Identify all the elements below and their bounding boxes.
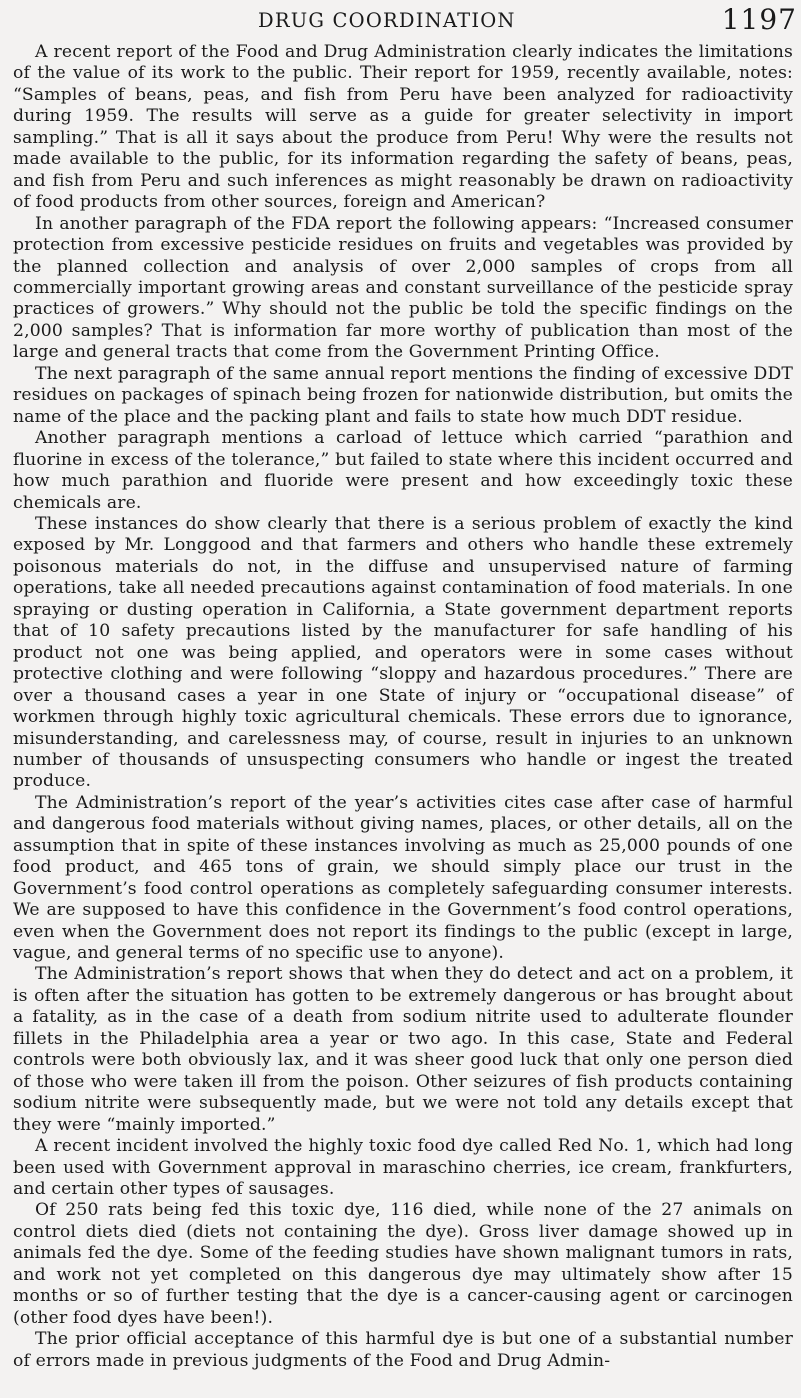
paragraph: The Administration’s report of the year’s activities cites case after case of harmful and dangerous food materials without giving names, places, or other details, all on the assumption that in spite of these instances involving as much as 25,000 pounds of one food product, and 465 tons of grain, we should simply place our trust in the Government’s food control operations as completely safeguarding consumer interests. We are supposed to have this confidence in the Government’s food control operations, even when the Government does not report its findings to the public (except in large, vague, and general terms of no specific use to anyone). (13, 792, 793, 964)
paragraph: The next paragraph of the same annual report mentions the finding of excessive DDT residues on packages of spinach being frozen for nationwide distribution, but omits the name of the place and the packing plant and fails to state how much DDT residue. (13, 363, 793, 427)
page-header (0, 0, 801, 44)
paragraph: A recent incident involved the highly toxic food dye called Red No. 1, which had long been used with Government approval in maraschino cherries, ice cream, frankfurters, and certain other types of sausages. (13, 1136, 793, 1200)
paragraph: The Administration’s report shows that when they do detect and act on a problem, it is often after the situation has gotten to be extremely dangerous or has brought about a fatality, as in the case of a death from sodium nitrite used to adulterate flounder fillets in the Philadelphia area a year or two ago. In this case, State and Federal controls were both obviously lax, and it was sheer good luck that only one person died of those who were taken ill from the poison. Other seizures of fish products containing sodium nitrite were subsequently made, but we were not told any details except that they were “mainly imported.” (13, 964, 793, 1135)
running-head: DRUG COORDINATION (258, 9, 516, 32)
page-number: 1197 (721, 3, 797, 36)
paragraph: In another paragraph of the FDA report the following appears: “Increased consumer protection from excessive pesticide residues on fruits and vegetables was provided by the planned collection and analysis of over 2,000 samples of crops from all commercially important growing areas and constant surveillance of the pesticide spray practices of growers.” Why should not the public be told the specific findings on the 2,000 samples? That is information far more worthy of publication than most of the large and general tracts that come from the Government Printing Office. (13, 213, 793, 363)
paragraph: Another paragraph mentions a carload of lettuce which carried “parathion and fluorine in excess of the tolerance,” but failed to state where this incident occurred and how much parathion and fluoride were present and how exceedingly toxic these chemicals are. (13, 428, 793, 513)
paragraph: The prior official acceptance of this harmful dye is but one of a substantial number of errors made in previous judgments of the Food and Drug Admin- (13, 1329, 793, 1371)
paragraph: A recent report of the Food and Drug Administration clearly indicates the limitations of the value of its work to the public. Their report for 1959, recently available, notes: “Samples of beans, peas, and fish from Peru have been analyzed for radioactivity during 1959. The results will serve as a guide for greater selectivity in import sampling.” That is all it says about the produce from Peru! Why were the results not made available to the public, for its information regarding the safety of beans, peas, and fish from Peru and such inferences as might reasonably be drawn on radioactivity of food products from other sources, foreign and American? (13, 42, 793, 213)
body-text (13, 42, 793, 1372)
paragraph: Of 250 rats being fed this toxic dye, 116 died, while none of the 27 animals on control diets died (diets not containing the dye). Gross liver damage showed up in animals fed the dye. Some of the feeding studies have shown malignant tumors in rats, and work not yet completed on this dangerous dye may ultimately show after 15 months or so of further testing that the dye is a cancer-causing agent or carcinogen (other food dyes have been!). (13, 1200, 793, 1328)
paragraph: These instances do show clearly that there is a serious problem of exactly the kind exposed by Mr. Longgood and that farmers and others who handle these extremely poisonous materials do not, in the diffuse and unsupervised nature of farming operations, take all needed precautions against contamination of food materials. In one spraying or dusting operation in California, a State government department reports that of 10 safety precautions listed by the manufacturer for safe handling of his product not one was being applied, and operators were in some cases without protective clothing and were following “sloppy and hazardous procedures.” There are over a thousand cases a year in one State of injury or “occupational disease” of workmen through highly toxic agricultural chemicals. These errors due to ignorance, misunderstanding, and carelessness may, of course, result in injuries to an unknown number of thousands of unsuspecting consumers who handle or ingest the treated produce. (13, 513, 793, 792)
